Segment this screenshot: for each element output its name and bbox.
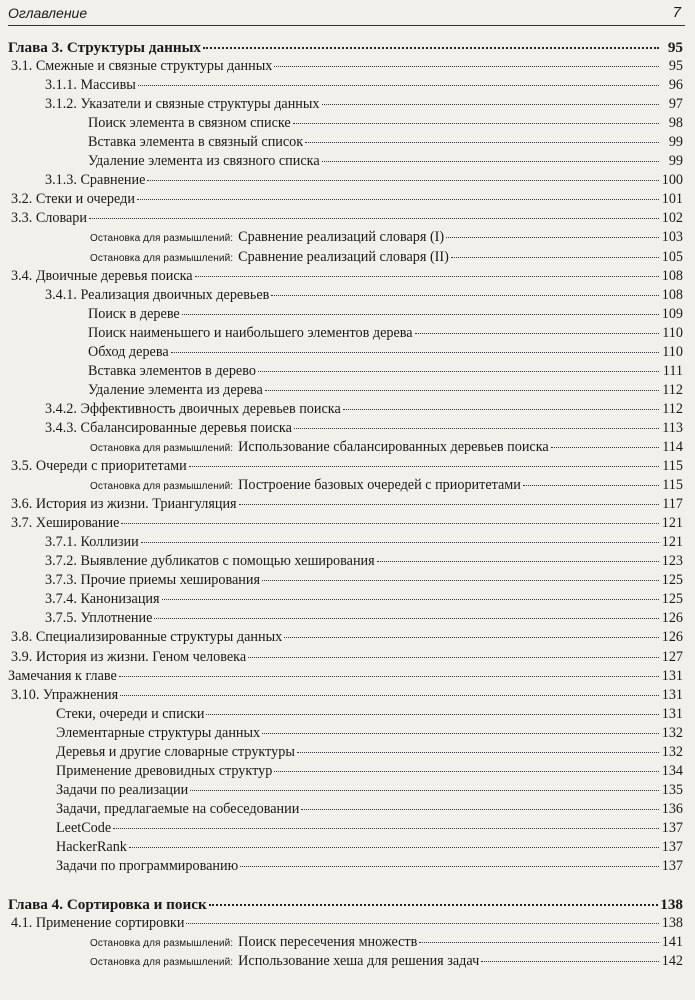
toc-entry[interactable] [8,781,683,800]
toc-page-number: 132 [661,743,683,760]
toc-entry-label [8,667,117,686]
toc-page-number: 115 [662,477,683,494]
toc-entry-label [45,552,375,571]
toc-entry-label [56,857,238,876]
toc-page-number: 99 [668,153,683,170]
toc-page-number: 108 [661,267,683,284]
toc-entry-label [45,76,136,95]
toc-entry-title: HackerRank [56,838,127,855]
dot-leader [523,485,659,486]
toc-entry-title: Применение древовидных структур [56,762,273,779]
dot-leader [189,466,659,467]
toc-entry[interactable] [8,838,683,857]
toc-page-number: 141 [661,934,683,951]
toc-entry-label [56,724,260,743]
toc-entry-label [11,648,246,667]
dot-leader [138,85,659,86]
toc-entry[interactable] [8,400,683,419]
toc-page-number: 126 [661,629,683,646]
dot-leader [271,295,659,296]
toc-page-number: 110 [662,343,683,360]
toc-page-number: 112 [662,381,683,398]
toc-page-number: 127 [661,648,683,665]
toc-entry-title: 3.7.2. Выявление дубликатов с помощью хеширования [45,553,375,570]
dot-leader [190,790,659,791]
dot-leader [154,618,659,619]
toc-page-number: 103 [661,229,683,246]
toc-entry-label [8,38,201,57]
toc-page-number: 109 [661,305,683,322]
toc-entry-label [11,495,237,514]
toc-entry-title: Вставка элементов в дерево [88,362,256,379]
toc-entry-title: Стеки, очереди и списки [56,705,205,722]
toc-page-number: 125 [661,591,683,608]
toc-entry[interactable] [8,248,683,267]
toc-entry-title: 3.3. Словари [11,210,87,227]
toc-page-number: 138 [660,896,683,914]
toc-entry[interactable] [8,457,683,476]
toc-entry-title: 3.4.2. Эффективность двоичных деревьев поиска [45,400,341,417]
dot-leader [343,409,659,410]
dot-leader [322,161,659,162]
toc-entry[interactable] [8,571,683,590]
dot-leader [262,733,659,734]
toc-page-number: 115 [662,458,683,475]
toc-sidebar-prefix: Остановка для размышлений: [90,481,234,493]
toc-entry[interactable] [8,190,683,209]
toc-entry[interactable] [8,514,683,533]
toc-entry-title: 3.7.3. Прочие приемы хеширования [45,572,261,589]
toc-entry[interactable] [8,152,683,171]
dot-leader [121,523,659,524]
dot-leader [186,923,659,924]
toc-entry-label [56,705,204,724]
toc-page-number: 95 [668,58,683,75]
toc-page-number: 135 [661,781,683,798]
dot-leader [147,180,659,181]
toc-entry-title: Глава 3. Структуры данных [8,39,202,56]
table-of-contents [8,38,683,971]
toc-entry-title: 3.7.1. Коллизии [45,534,139,551]
toc-entry-title: Деревья и другие словарные структуры [56,743,295,760]
dot-leader [195,276,659,277]
toc-entry-label [11,514,119,533]
toc-entry[interactable] [8,438,683,457]
toc-entry[interactable] [8,533,683,552]
toc-page-number: 131 [661,705,683,722]
toc-entry[interactable] [8,267,683,286]
toc-entry-label [11,190,135,209]
toc-entry-title: Удаление элемента из дерева [88,381,263,398]
toc-page-number: 131 [661,686,683,703]
dot-leader [481,961,659,962]
toc-entry[interactable] [8,95,683,114]
dot-leader [113,828,659,829]
toc-entry[interactable] [8,590,683,609]
toc-page-number: 142 [661,953,683,970]
toc-entry-label [88,381,263,400]
toc-entry-label [88,114,291,133]
toc-entry-title: Вставка элемента в связный список [88,134,304,151]
dot-leader [203,47,659,49]
toc-page-number: 138 [661,915,683,932]
dot-leader [377,561,659,562]
dot-leader [446,237,659,238]
dot-leader [258,371,659,372]
toc-entry[interactable] [8,228,683,247]
toc-entry-title: Поиск в дереве [88,305,180,322]
toc-entry[interactable] [8,57,683,76]
toc-entry[interactable] [8,819,683,838]
toc-page-number: 137 [661,819,683,836]
toc-entry-title: 3.1.2. Указатели и связные структуры данных [45,96,320,113]
toc-entry-label [56,762,272,781]
toc-sidebar-prefix: Остановка для размышлений: [90,252,234,264]
toc-entry[interactable] [8,686,683,705]
dot-leader [284,637,659,638]
dot-leader [206,714,659,715]
dot-leader [171,352,659,353]
dot-leader [120,695,659,696]
toc-entry-title: LeetCode [56,819,112,836]
toc-page-number: 110 [662,324,683,341]
toc-entry-title: Задачи, предлагаемые на собеседовании [56,800,300,817]
toc-entry-label [88,305,180,324]
toc-entry-label [45,419,292,438]
toc-entry[interactable] [8,628,683,647]
toc-entry[interactable] [8,286,683,305]
toc-entry[interactable] [8,724,683,743]
toc-entry-title: Удаление элемента из связного списка [88,153,320,170]
toc-entry[interactable] [8,133,683,152]
toc-entry-title: Обход дерева [88,343,169,360]
toc-sidebar-prefix: Остановка для размышлений: [90,938,234,950]
toc-entry-label [8,895,207,914]
toc-entry[interactable] [8,952,683,971]
toc-entry[interactable] [8,933,683,952]
toc-entry[interactable] [8,743,683,762]
toc-entry-title: Замечания к главе [8,667,117,684]
chapter-spacer [8,876,683,895]
toc-entry-label [56,781,188,800]
dot-leader [551,447,659,448]
toc-entry-label [90,933,417,953]
toc-entry[interactable] [8,762,683,781]
toc-entry-title: 3.7.4. Канонизация [45,591,160,608]
toc-entry[interactable] [8,552,683,571]
toc-entry-title: Задачи по программированию [56,858,239,875]
dot-leader [293,123,659,124]
toc-page-number: 136 [661,800,683,817]
toc-entry-title: Задачи по реализации [56,781,189,798]
toc-entry-title: 3.1. Смежные и связные структуры данных [11,58,273,75]
dot-leader [89,218,659,219]
toc-entry-label [88,152,320,171]
toc-entry-label [90,476,521,496]
toc-entry-label [45,286,269,305]
toc-page-number: 101 [661,191,683,208]
dot-leader [262,580,659,581]
dot-leader [274,771,659,772]
toc-entry[interactable] [8,76,683,95]
toc-page-number: 132 [661,724,683,741]
toc-page-number: 134 [661,762,683,779]
toc-sidebar-prefix: Остановка для размышлений: [90,233,234,245]
toc-entry-title: Использование хеша для решения задач [238,953,480,970]
toc-page-number: 112 [662,400,683,417]
toc-entry[interactable] [8,419,683,438]
toc-entry[interactable] [8,476,683,495]
toc-entry-label [56,800,299,819]
toc-entry-label [56,743,295,762]
toc-entry-label [45,171,145,190]
toc-entry-label [56,819,111,838]
toc-entry[interactable] [8,324,683,343]
toc-page-number: 131 [661,667,683,684]
toc-entry-label [45,400,341,419]
toc-entry-title: 3.1.1. Массивы [45,77,136,94]
dot-leader [182,314,659,315]
toc-entry-label [90,248,449,268]
dot-leader [297,752,659,753]
dot-leader [137,199,659,200]
dot-leader [419,942,659,943]
toc-entry-title: Поиск пересечения множеств [238,934,418,951]
toc-page-number: 96 [668,77,683,94]
toc-entry-label [11,686,118,705]
toc-entry-title: Построение базовых очередей с приоритетами [238,477,521,494]
dot-leader [129,847,659,848]
toc-entry-label [11,57,272,76]
toc-entry[interactable] [8,667,683,686]
toc-entry-label [88,133,303,152]
toc-entry-label [45,609,152,628]
toc-entry-label [11,914,184,933]
toc-entry[interactable] [8,609,683,628]
toc-entry-title: 3.4. Двоичные деревья поиска [11,267,193,284]
toc-entry-title: 3.4.3. Сбалансированные деревья поиска [45,419,292,436]
toc-entry-label [45,590,160,609]
toc-entry-title: Поиск наименьшего и наибольшего элементов дерева [88,324,413,341]
toc-entry-title: 3.6. История из жизни. Триангуляция [11,496,237,513]
toc-entry[interactable] [8,495,683,514]
toc-page-number: 95 [667,39,683,56]
toc-entry-label [11,267,193,286]
dot-leader [209,904,658,906]
dot-leader [248,657,659,658]
toc-entry-title: Элементарные структуры данных [56,724,261,741]
toc-entry[interactable] [8,381,683,400]
toc-chapter-entry[interactable] [8,895,683,914]
dot-leader [305,142,659,143]
toc-entry[interactable] [8,171,683,190]
dot-leader [415,333,659,334]
toc-entry[interactable] [8,305,683,324]
toc-entry[interactable] [8,857,683,876]
toc-entry-label [11,457,187,476]
toc-sidebar-prefix: Остановка для размышлений: [90,442,234,454]
toc-entry-title: 3.1.3. Сравнение [45,172,146,189]
dot-leader [141,542,659,543]
toc-page-number: 137 [661,858,683,875]
toc-entry-title: Сравнение реализаций словаря (I) [238,229,445,246]
toc-sidebar-prefix: Остановка для размышлений: [90,957,234,969]
dot-leader [301,809,659,810]
toc-entry-label [45,533,139,552]
toc-page-number: 114 [662,438,683,455]
toc-entry[interactable] [8,914,683,933]
toc-page-number: 105 [661,248,683,265]
toc-entry-title: 3.2. Стеки и очереди [11,191,135,208]
toc-page-number: 121 [661,534,683,551]
toc-entry-label [88,343,169,362]
toc-entry[interactable] [8,343,683,362]
toc-entry[interactable] [8,114,683,133]
header-title: Оглавление [8,5,88,21]
toc-entry-title: Глава 4. Сортировка и поиск [8,896,207,914]
toc-entry[interactable] [8,362,683,381]
running-header [8,3,685,26]
toc-page-number: 102 [661,210,683,227]
toc-entry-title: Сравнение реализаций словаря (II) [238,248,449,265]
toc-entry-title: 3.9. История из жизни. Геном человека [11,648,247,665]
toc-page-number: 98 [668,115,683,132]
toc-entry-label [88,324,413,343]
toc-entry[interactable] [8,705,683,724]
toc-page-number: 111 [662,362,683,379]
toc-entry-title: 3.7.5. Уплотнение [45,610,153,627]
dot-leader [239,504,659,505]
toc-entry-label [45,95,320,114]
toc-entry-label [11,628,282,647]
dot-leader [322,104,659,105]
toc-entry-title: 3.10. Упражнения [11,686,119,703]
dot-leader [162,599,659,600]
dot-leader [294,428,659,429]
header-page-number: 7 [672,4,681,21]
toc-page-number: 125 [661,572,683,589]
toc-page-number: 99 [668,134,683,151]
toc-entry[interactable] [8,209,683,228]
toc-entry-title: 4.1. Применение сортировки [11,915,185,932]
toc-page-number: 108 [661,286,683,303]
toc-entry-label [90,228,444,248]
toc-entry-label [88,362,256,381]
toc-entry-title: 3.5. Очереди с приоритетами [11,458,187,475]
toc-page-number: 126 [661,610,683,627]
toc-entry[interactable] [8,648,683,667]
toc-entry-title: 3.8. Специализированные структуры данных [11,629,283,646]
toc-entry-label [90,952,479,972]
toc-entry-title: Поиск элемента в связном списке [88,115,291,132]
dot-leader [265,390,659,391]
toc-page-number: 121 [661,515,683,532]
toc-entry[interactable] [8,800,683,819]
toc-entry-label [56,838,127,857]
dot-leader [119,676,659,677]
toc-page-number: 123 [661,553,683,570]
toc-page-number: 117 [662,496,683,513]
dot-leader [274,66,659,67]
toc-entry-label [11,209,87,228]
toc-entry-label [45,571,260,590]
toc-page-number: 100 [661,172,683,189]
toc-page-number: 97 [668,96,683,113]
dot-leader [240,866,659,867]
dot-leader [451,257,659,258]
toc-page-number: 137 [661,838,683,855]
toc-entry-title: 3.4.1. Реализация двоичных деревьев [45,286,270,303]
toc-entry-title: Использование сбалансированных деревьев поиска [238,438,549,455]
toc-page-number: 113 [662,419,683,436]
toc-entry-title: 3.7. Хеширование [11,515,120,532]
toc-entry-label [90,438,549,458]
toc-chapter-entry[interactable] [8,38,683,57]
